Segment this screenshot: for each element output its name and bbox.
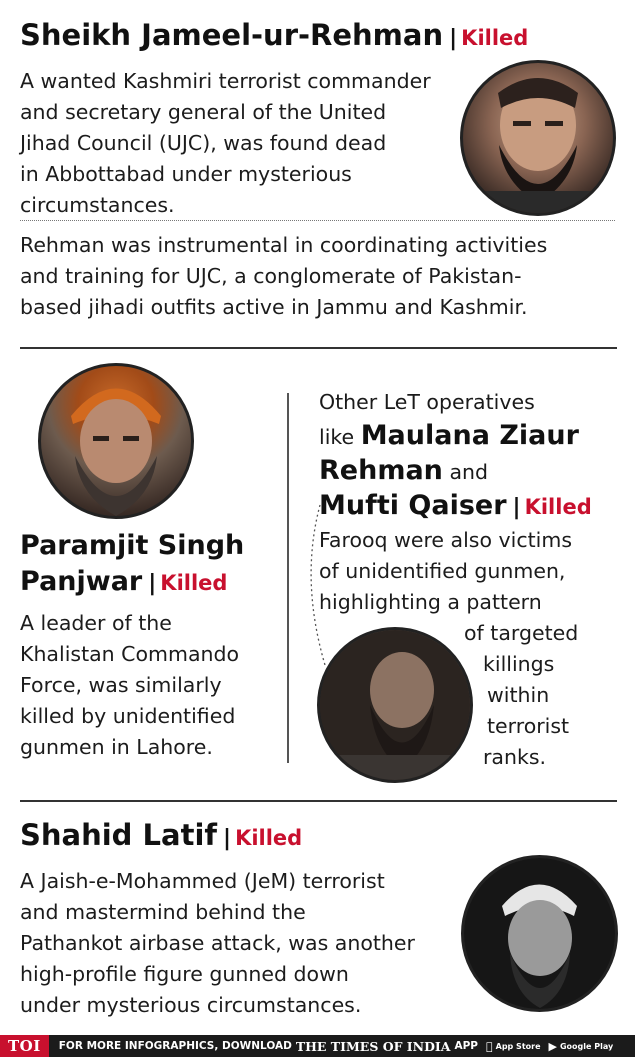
let-face-illustration	[320, 630, 470, 780]
text-line: Jihad Council (UJC), was found dead	[20, 131, 387, 155]
google-play-badge[interactable]	[541, 1039, 614, 1053]
rehman-face-illustration	[463, 63, 613, 213]
ziaur-rehman-name: Maulana Ziaur	[360, 420, 579, 451]
panjwar-description	[20, 608, 280, 763]
mufti-qaiser-name: Mufti Qaiser	[319, 490, 507, 521]
text-line: Pathankot airbase attack, was another	[20, 931, 415, 955]
latif-face-illustration	[464, 858, 615, 1009]
section-divider	[20, 800, 617, 802]
text-line: and training for UJC, a conglomerate of Pakistan-	[20, 264, 522, 288]
play-icon: ▶	[541, 1039, 551, 1053]
text-line: gunmen in Lahore.	[20, 735, 213, 759]
panjwar-face-illustration	[41, 366, 191, 516]
rehman-portrait	[460, 60, 616, 216]
rehman-additional-info	[20, 230, 620, 323]
text-line: Rehman was instrumental in coordinating activities	[20, 233, 548, 257]
text-line: A leader of the	[20, 611, 172, 635]
separator: |	[148, 571, 157, 596]
panjwar-name-line2: Panjwar	[20, 566, 143, 597]
latif-name: Shahid Latif	[20, 818, 218, 852]
text-line: under mysterious circumstances.	[20, 993, 362, 1017]
let-intro-prefix: like	[319, 425, 355, 449]
text-line: highlighting a pattern	[319, 590, 542, 614]
latif-description	[20, 866, 460, 1021]
panjwar-portrait	[38, 363, 194, 519]
apple-icon	[486, 1040, 493, 1053]
killed-label: Killed	[160, 571, 228, 595]
section-divider	[20, 347, 617, 349]
text-line: A Jaish-e-Mohammed (JeM) terrorist	[20, 869, 385, 893]
footer-bar	[0, 1035, 635, 1057]
footer-cta-text: FOR MORE INFOGRAPHICS, DOWNLOAD	[58, 1040, 292, 1052]
text-line: Force, was similarly	[20, 673, 222, 697]
text-line: in Abbottabad under mysterious	[20, 162, 352, 186]
let-operative-portrait	[317, 627, 473, 783]
text-line: Khalistan Commando	[20, 642, 240, 666]
latif-heading	[20, 818, 302, 852]
latif-portrait	[461, 855, 618, 1012]
text-line: within	[487, 683, 550, 707]
text-line: based jihadi outfits active in Jammu and Kashmir.	[20, 295, 528, 319]
rehman-name: Sheikh Jameel-ur-Rehman	[20, 18, 444, 52]
dotted-divider	[20, 220, 615, 221]
killed-label: Killed	[235, 826, 303, 850]
vertical-divider	[287, 393, 289, 763]
text-line: of targeted	[464, 621, 579, 645]
app-store-badge[interactable]	[486, 1040, 541, 1053]
footer-app-word: APP	[454, 1040, 479, 1052]
ziaur-rehman-name-cont: Rehman	[319, 455, 443, 486]
separator: |	[223, 826, 232, 851]
text-line: of unidentified gunmen,	[319, 559, 566, 583]
text-line: and mastermind behind the	[20, 900, 306, 924]
text-line: Farooq were also victims	[319, 528, 573, 552]
text-line: killings	[483, 652, 555, 676]
text-line: and secretary general of the United	[20, 100, 387, 124]
text-line: killed by unidentified	[20, 704, 236, 728]
let-and: and	[449, 460, 489, 484]
killed-label: Killed	[524, 495, 592, 519]
killed-label: Killed	[461, 26, 529, 50]
text-line: terrorist	[487, 714, 570, 738]
let-heading	[319, 385, 619, 525]
panjwar-name-line1: Paramjit Singh	[20, 530, 245, 561]
footer-brand: THE TIMES OF INDIA	[295, 1038, 451, 1054]
text-line: high-profile figure gunned down	[20, 962, 349, 986]
text-line: ranks.	[483, 745, 547, 769]
rehman-description	[20, 66, 470, 221]
separator: |	[512, 495, 521, 520]
rehman-heading	[20, 18, 528, 52]
text-line: circumstances.	[20, 193, 175, 217]
separator: |	[449, 26, 458, 51]
app-store-label: App Store	[489, 1041, 534, 1051]
text-line: A wanted Kashmiri terrorist commander	[20, 69, 431, 93]
toi-logo[interactable]: TOI	[0, 1035, 49, 1057]
panjwar-heading	[20, 528, 280, 600]
google-play-label: Google Play	[553, 1041, 607, 1051]
let-intro-line: Other LeT operatives	[319, 390, 535, 414]
